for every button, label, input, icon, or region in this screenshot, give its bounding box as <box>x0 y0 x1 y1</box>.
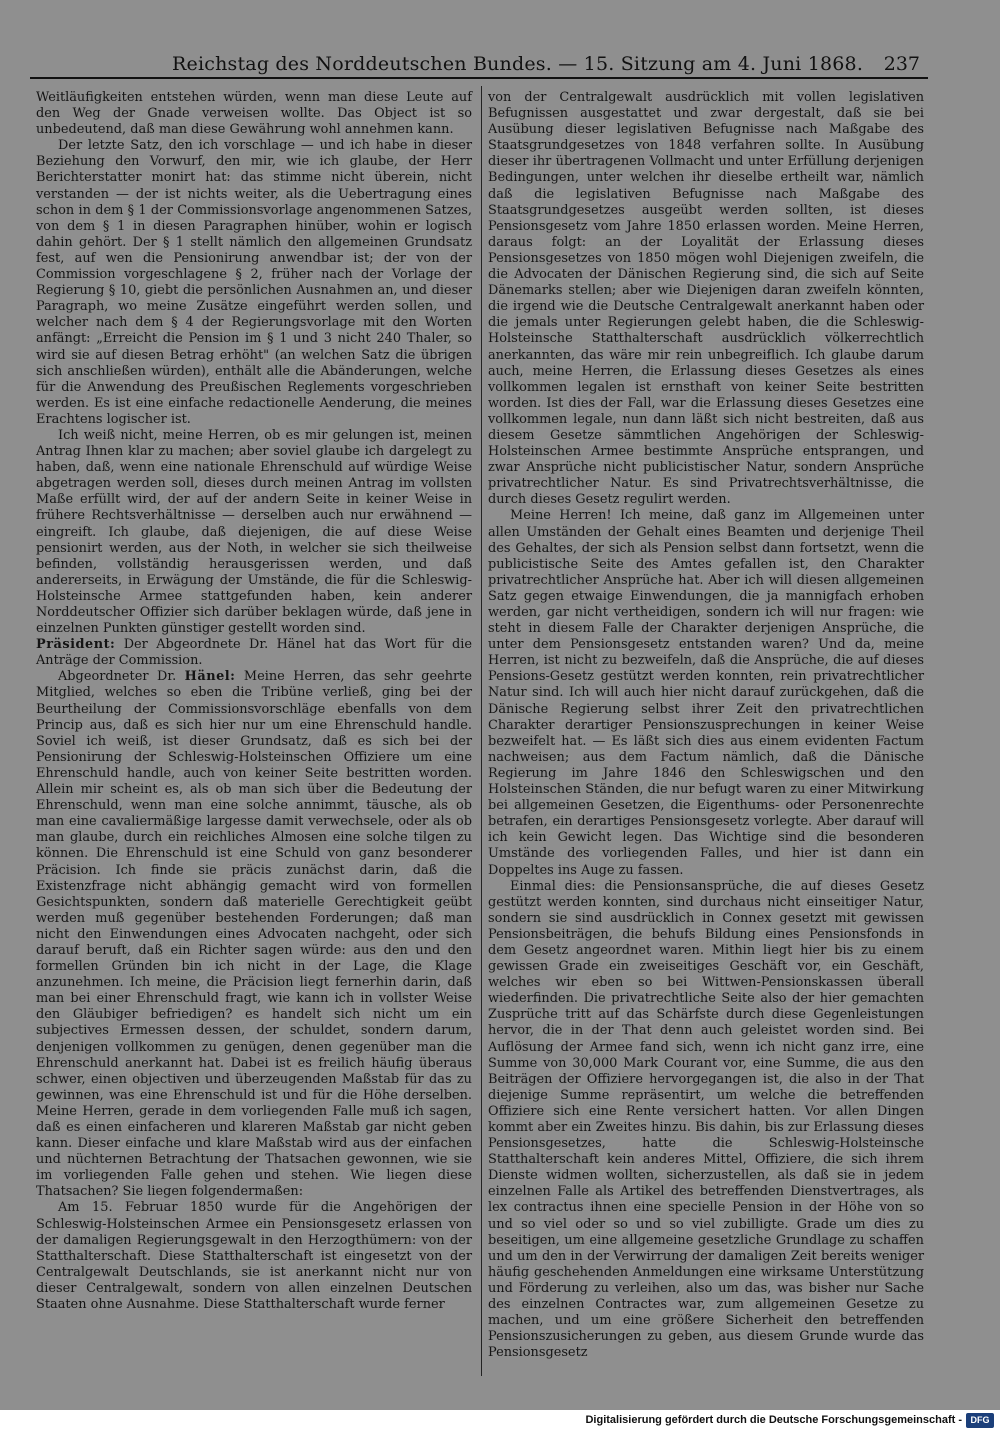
paragraph: Am 15. Februar 1850 wurde für die Angehörigen der Schleswig-Holsteinschen Armee ein Pensionsgesetz erlassen von der damaligen Regierungsgewalt in den Herzogthümern: von der Statthalterschaft. Diese Statthalterschaft ist eingesetzt von der Centralgewalt Deutschlands, sie ist anerkannt nicht nur von dieser Centralgewalt, sondern von allen einzelnen Deutschen Staaten ohne Ausnahme. Diese Statthalterschaft wurde ferner <box>36 1200 472 1313</box>
dfg-logo: DFG <box>966 1413 994 1428</box>
right-column <box>488 90 924 1361</box>
speaker-name: Hänel: <box>184 669 236 685</box>
left-column <box>36 90 472 1313</box>
paragraph: Einmal dies: die Pensionsansprüche, die auf dieses Gesetz gestützt werden konnten, sind durchaus nicht einseitiger Natur, sondern sie sind ausdrücklich in Connex gesetzt mit gewissen Pensionsbeiträgen, die behufs Bildung eines Pensionsfonds in dem Gesetz angeordnet waren. Mithin liegt hier bis zu einem gewissen Grade ein zweiseitiges Geschäft vor, ein Geschäft, welches wir eben so bei Wittwen-Pensionskassen überall wiederfinden. Die privatrechtliche Seite also der hier gemachten Zusprüche tritt auf das Schärfste durch diese Gegenleistungen hervor, die in der That denn auch geleistet worden sind. Bei Auflösung der Armee fand sich, wenn ich nicht ganz irre, eine Summe von 30,000 Mark Courant vor, eine Summe, die aus den Beiträgen der Offiziere hervorgegangen ist, die also in der That diejenige Summe repräsentirt, um welche die betreffenden Offiziere sich eine Rente versichert hatten. Vor allen Dingen kommt aber ein Zweites hinzu. Bis dahin, bis zur Erlassung dieses Pensionsgesetzes, hatte die Schleswig-Holsteinsche Statthalterschaft kein anderes Mittel, Offiziere, die sich ihrem Dienste widmen wollten, sicherzustellen, als daß sie in jedem einzelnen Falle als Artikel des betreffenden Dienstvertrages, als lex contractus ihnen eine specielle Pension in der Höhe von so und so viel oder so und so viel zubilligte. Grade um dies zu beseitigen, um eine allgemeine gesetzliche Grundlage zu schaffen und um den in der Verwirrung der damaligen Zeit bereits weniger häufig geschehenden Anmeldungen eine wirksame Unterstützung und Förderung zu verleihen, also um das, was bisher nur Sache des einzelnen Contractes war, zum allgemeinen Gesetze zu machen, und um eine größere Sicherheit den betreffenden Pensionszusicherungen zu geben, aus diesem Grunde wurde das Pensionsgesetz <box>488 878 924 1361</box>
page-header <box>30 49 928 79</box>
header-title: Reichstag des Norddeutschen Bundes. — 15. Sitzung am 4. Juni 1868. <box>172 53 864 75</box>
page-number: 237 <box>883 53 920 75</box>
speech-text: Meine Herren, das sehr geehrte Mitglied, welches so eben die Tribüne verließ, ging bei der Beurtheilung der Commissionsvorschläge ebenfalls von dem Princip aus, daß es sich hier nur um eine Ehrenschuld handle. Soviel ich weiß, ist dieser Grundsatz, daß es sich bei der Pensionirung der Schleswig-Holsteinschen Offiziere um eine Ehrenschuld handle, auch von keiner Seite bestritten worden. Allein mir scheint es, als ob man sich über die Bedeutung der Ehrenschuld, wenn man eine solche annimmt, täusche, als ob man eine cavaliermäßige largesse damit verwechsele, oder als ob man glaube, durch ein reichliches Almosen eine solche tilgen zu können. Die Ehrenschuld ist eine Schuld von ganz besonderer Präcision. Ich finde sie präcis zunächst darin, daß die Existenzfrage nicht abhängig gemacht wird von formellen Gesichtspunkten, sondern daß materielle Gerechtigkeit geübt werden muß gegenüber bestehenden Forderungen; daß man nicht den Einwendungen eines Advocaten nachgeht, oder sich darauf beruft, daß ein Richter sagen würde: aus den und den formellen Gründen bin ich nicht in der Lage, die Klage anzunehmen. Ich meine, die Präcision liegt fernerhin darin, daß man bei einer Ehrenschuld fragt, wie kann ich in vollster Weise den Gläubiger befriedigen? es handelt sich nicht um ein subjectives Ermessen dessen, der schuldet, sondern darum, denjenigen vollkommen zu genügen, denen gegenüber man die Ehrenschuld anerkannt hat. Dabei ist es freilich häufig überaus schwer, einen objectiven und überzeugenden Maßstab für das zu gewinnen, was eine Ehrenschuld ist und für die Höhe derselben. Meine Herren, gerade in dem vorliegenden Falle muß ich sagen, daß es einen einfacheren und klareren Maßstab gar nicht geben kann. Dieser einfache und klare Maßstab wird aus der einfachen und nüchternen Betrachtung der Thatsachen gewonnen, wie sie im vorliegenden Falle gehen und stehen. Wie liegen diese Thatsachen? Sie liegen folgendermaßen: <box>36 669 472 1200</box>
paragraph: Weitläufigkeiten entstehen würden, wenn man diese Leute auf den Weg der Gnade verweisen wollte. Das Object ist so unbedeutend, daß man diese Gewährung wohl annehmen kann. <box>36 90 472 138</box>
paragraph: Meine Herren! Ich meine, daß ganz im Allgemeinen unter allen Umständen der Gehalt eines Beamten und derjenige Theil des Gehaltes, der sich als Pension selbst dann fortsetzt, wenn die publicistische Seite des Amtes gefallen ist, den Charakter privatrechtlicher Ansprüche hat. Aber ich will diesen allgemeinen Satz gegen etwaige Einwendungen, die ja mannigfach erhoben werden, gar nicht vertheidigen, sondern ich will nur fragen: wie steht in diesem Falle der Charakter derjenigen Ansprüche, die unter dem Pensionsgesetz entstanden waren? Und da, meine Herren, ist nicht zu bezweifeln, daß die Ansprüche, die auf dieses Pensions-Gesetz gestützt werden konnten, rein privatrechtlicher Natur sind. Ich will auch hier nicht darauf zurückgehen, daß die Dänische Regierung selbst ihrer Zeit den privatrechtlichen Charakter derartiger Pensionszusprechungen in keiner Weise bezweifelt hat. — Es läßt sich dies aus einem evidenten Factum nachweisen; aus dem Factum nämlich, daß die Dänische Regierung im Jahre 1846 den Schleswigschen und den Holsteinschen Ständen, die nur befugt waren zu einer Mitwirkung bei allgemeinen Gesetzen, die Eigenthums- oder Personenrechte betrafen, ein derartiges Pensionsgesetz vorlegte. Aber darauf will ich kein Gewicht legen. Das Wichtige sind die besonderen Umstände des vorliegenden Falles, und hier ist dann ein Doppeltes ins Auge zu fassen. <box>488 508 924 878</box>
president-statement <box>36 637 472 669</box>
column-divider <box>481 86 482 1376</box>
speaker-prefix: Abgeordneter Dr. <box>58 669 177 685</box>
speech-paragraph <box>36 669 472 1200</box>
paragraph: Der letzte Satz, den ich vorschlage — und ich habe in dieser Beziehung den Vorwurf, den mir, wie ich glaube, der Herr Berichterstatter monirt hat: das stimme nicht überein, nicht verstanden — der ist nichts weiter, als die Uebertragung eines schon in dem § 1 der Commissionsvorlage angenommenen Satzes, von dem § 1 in diesen Paragraphen hinüber, wohin er logisch dahin gehört. Der § 1 stellt nämlich den allgemeinen Grundsatz fest, auf wen die Pensionirung anwendbar ist; der von der Commission vorgeschlagene § 2, früher nach der Vorlage der Regierung § 10, giebt die persönlichen Ausnahmen an, und dieser Paragraph, wo meine Zusätze eingeführt werden sollen, und welcher nach dem § 4 der Regierungsvorlage mit den Worten anfängt: „Erreicht die Pension im § 1 und 3 nicht 240 Thaler, so wird sie auf diesen Betrag erhöht" (an welchen Satz die übrigen sich anschließen würden), enthält alle die Abänderungen, welche für die Anwendung des Preußischen Reglements vorgeschrieben werden. Es ist eine einfache redactionelle Aenderung, die meines Erachtens logischer ist. <box>36 138 472 427</box>
paragraph: von der Centralgewalt ausdrücklich mit vollen legislativen Befugnissen ausgestattet und zwar dergestalt, daß sie bei Ausübung dieser legislativen Befugnisse nach Maßgabe des Staatsgrundgesetzes von 1848 verfahren sollte. In Ausübung dieser ihr übertragenen Vollmacht und unter Erfüllung derjenigen Bedingungen, unter welchen ihr dieselbe ertheilt war, nämlich daß die legislativen Befugnisse nach Maßgabe des Staatsgrundgesetzes ausgeübt werden sollten, ist dieses Pensionsgesetz vom Jahre 1850 erlassen worden. Meine Herren, daraus folgt: an der Loyalität der Erlassung dieses Pensionsgesetzes von 1850 mögen wohl Diejenigen zweifeln, die die Advocaten der Dänischen Regierung sind, die sich auf Seite Dänemarks stellen; aber wie Diejenigen daran zweifeln könnten, die irgend wie die Deutsche Centralgewalt anerkannt haben oder die jemals unter Regierungen gelebt haben, die die Schleswig-Holsteinsche Statthalterschaft ausdrücklich völkerrechtlich anerkannten, das wäre mir rein unbegreiflich. Ich glaube darum auch, meine Herren, die Erlassung dieses Gesetzes als eines vollkommen legalen ist ernsthaft von keiner Seite bestritten worden. Ist dies der Fall, war die Erlassung dieses Gesetzes eine vollkommen legale, nun dann läßt sich nicht bestreiten, daß aus diesem Gesetze sämmtlichen Angehörigen der Schleswig-Holsteinschen Armee bestimmte Ansprüche entsprangen, und zwar Ansprüche nicht publicistischer Natur, sondern Ansprüche privatrechtlicher Natur. Es sind Privatrechtsverhältnisse, die durch dieses Gesetz regulirt werden. <box>488 90 924 508</box>
paragraph: Ich weiß nicht, meine Herren, ob es mir gelungen ist, meinen Antrag Ihnen klar zu machen; aber soviel glaube ich dargelegt zu haben, daß, wenn eine nationale Ehrenschuld auf würdige Weise abgetragen werden soll, dieses durch meinen Antrag im vollsten Maße erfüllt wird, der auf der andern Seite in keiner Weise in frühere Rechtsverhältnisse — derselben auch nur erwähnend — eingreift. Ich glaube, daß diejenigen, die auf diese Weise pensionirt werden, aus der Noth, in welcher sie sich theilweise befinden, vollständig herausgerissen werden, und daß andererseits, in Erwägung der Umstände, die für die Schleswig-Holsteinsche Armee stattgefunden haben, kein anderer Norddeutscher Offizier sich darüber beklagen würde, daß jene in einzelnen Punkten günstiger gestellt worden sind. <box>36 427 472 637</box>
funding-credit: Digitalisierung gefördert durch die Deutsche Forschungsgemeinschaft - <box>585 1414 962 1426</box>
president-text: Der Abgeordnete Dr. Hänel hat das Wort für die Anträge der Commission. <box>36 637 472 669</box>
president-label: Präsident: <box>36 637 116 653</box>
footer-bar <box>0 1410 1000 1432</box>
